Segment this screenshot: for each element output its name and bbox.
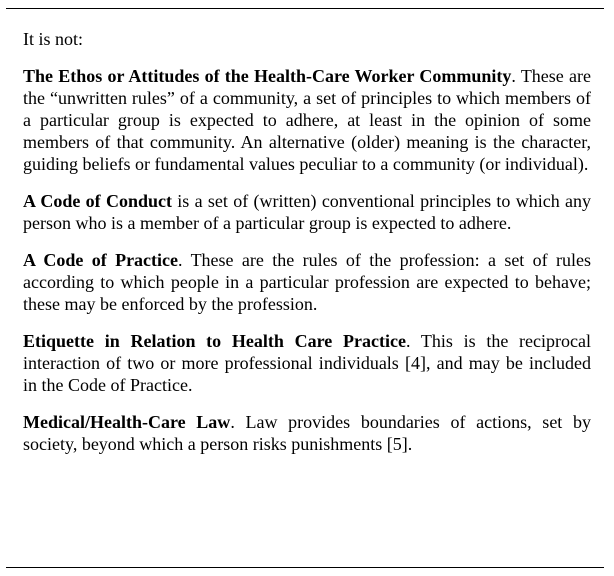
definition-ethos xyxy=(23,65,591,175)
definition-body: These are the rules of the profession: a set of rules according to which people in a particular profession are expected to behave; these may be enforced by the profession. xyxy=(23,250,592,314)
definition-separator: . xyxy=(405,331,411,351)
definition-term: Medical/Health-Care Law xyxy=(23,412,231,432)
definition-separator: . xyxy=(511,66,516,86)
top-rule xyxy=(6,8,604,9)
definition-code-of-practice xyxy=(23,249,591,315)
definition-separator: . xyxy=(178,250,183,270)
definition-etiquette xyxy=(23,330,591,396)
definition-separator: . xyxy=(230,412,235,432)
definition-law xyxy=(23,411,591,455)
definition-term: Etiquette in Relation to Health Care Practice xyxy=(23,331,406,351)
intro-text: It is not: xyxy=(23,29,84,49)
bottom-rule xyxy=(6,567,604,568)
definition-body: This is the reciprocal interaction of two or more professional individuals [4], and may be included in the Code of Practice. xyxy=(23,331,592,395)
definition-body: These are the “unwritten rules” of a community, a set of principles to which members of a particular group is expected to adhere, at least in the opinion of some members of that community. An alternative (older) meaning is the character, guiding beliefs or fundamental values peculiar to a community (or individual). xyxy=(23,66,591,174)
definition-body: is a set of (written) conventional principles to which any person who is a member of a particular group is expected to adhere. xyxy=(23,191,592,233)
definition-term: A Code of Conduct xyxy=(23,191,172,211)
definitions-box xyxy=(23,28,591,470)
definition-code-of-conduct xyxy=(23,190,591,234)
definition-term: The Ethos or Attitudes of the Health-Care Worker Community xyxy=(23,66,512,86)
definition-body: Law provides boundaries of actions, set by society, beyond which a person risks punishments [5]. xyxy=(23,412,591,454)
definition-term: A Code of Practice xyxy=(23,250,179,270)
